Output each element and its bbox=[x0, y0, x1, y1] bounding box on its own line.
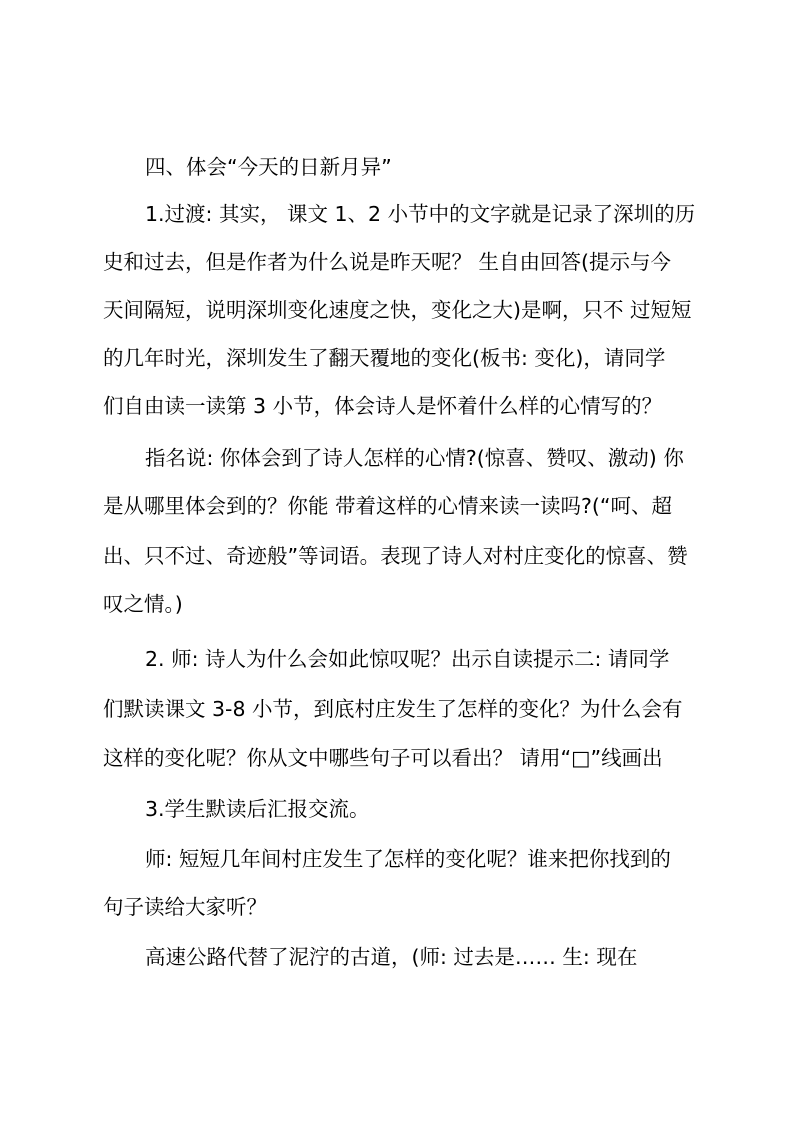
paragraph-line: 3.学生默读后汇报交流。 bbox=[145, 797, 370, 821]
paragraph-line: 高速公路代替了泥泞的古道，(师: 过去是…… 生: 现在 bbox=[145, 945, 638, 969]
paragraph-line: 叹之情。) bbox=[103, 592, 183, 616]
paragraph-line: 1.过渡: 其实， 课文 1、2 小节中的文字就是记录了深圳的历 bbox=[145, 202, 695, 226]
paragraph-line: 们自由读一读第 3 小节，体会诗人是怀着什么样的心情写的？ bbox=[103, 394, 663, 418]
paragraph-line: 天间隔短，说明深圳变化速度之快，变化之大)是啊，只不 过短短 bbox=[103, 298, 692, 322]
paragraph-line: 句子读给大家听？ bbox=[103, 895, 267, 919]
paragraph-line: 史和过去，但是作者为什么说是昨天呢？ 生自由回答(提示与今 bbox=[103, 250, 672, 274]
section-heading: 四、体会“今天的日新月异” bbox=[145, 155, 392, 179]
paragraph-line: 2. 师: 诗人为什么会如此惊叹呢？出示自读提示二: 请同学 bbox=[145, 647, 670, 671]
paragraph-line: 的几年时光，深圳发生了翻天覆地的变化(板书: 变化)，请同学 bbox=[103, 346, 666, 370]
paragraph-line: 是从哪里体会到的？你能 带着这样的心情来读一读吗?(“呵、超 bbox=[103, 494, 673, 518]
paragraph-line: 这样的变化呢？你从文中哪些句子可以看出？ 请用“□”线画出 bbox=[103, 746, 663, 770]
paragraph-line: 师: 短短几年间村庄发生了怎样的变化呢？谁来把你找到的 bbox=[145, 847, 671, 871]
paragraph-line: 们默读课文 3-8 小节，到底村庄发生了怎样的变化？为什么会有 bbox=[103, 697, 683, 721]
paragraph-line: 指名说: 你体会到了诗人怎样的心情?(惊喜、赞叹、激动) 你 bbox=[145, 446, 684, 470]
paragraph-line: 出、只不过、奇迹般”等词语。表现了诗人对村庄变化的惊喜、赞 bbox=[103, 544, 688, 568]
